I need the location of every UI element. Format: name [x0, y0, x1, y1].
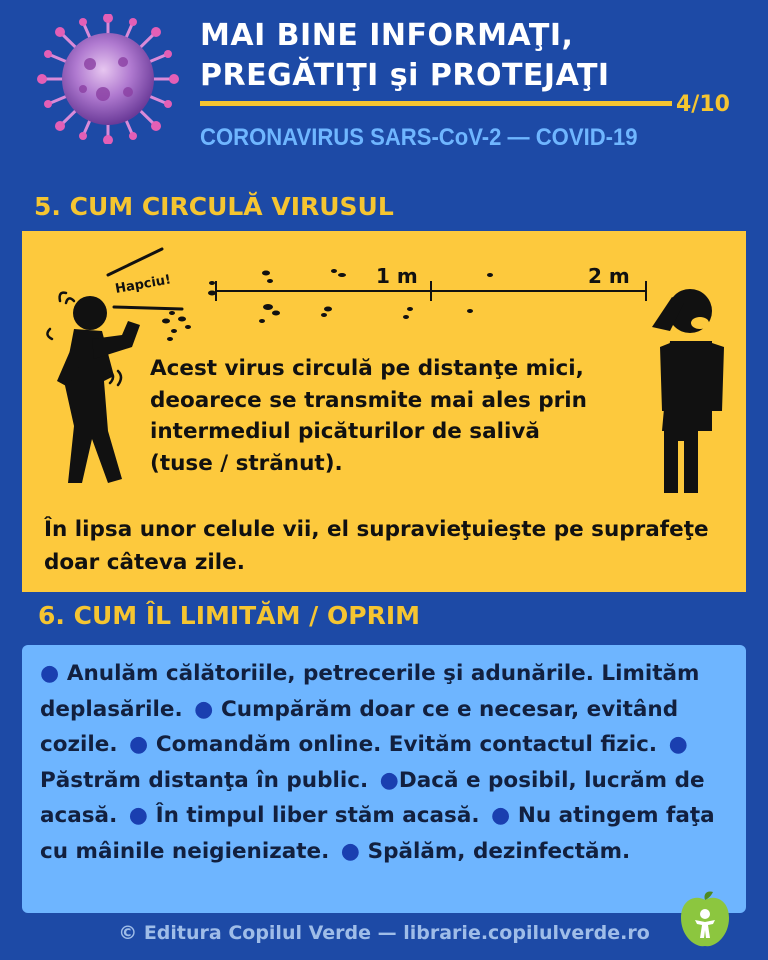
- distance-scale: [216, 281, 646, 301]
- title-underline: [200, 101, 672, 106]
- list-item: Spălăm, dezinfectăm.: [367, 838, 631, 864]
- sneezing-person-icon: [47, 293, 140, 483]
- list-item: Cumpărăm doar ce e necesar, evitând cozile.: [40, 696, 679, 757]
- coughing-person-icon: [652, 289, 724, 493]
- subtitle: CORONAVIRUS SARS-CoV-2 — COVID-19: [200, 124, 638, 151]
- list-item: Dacă e posibil, lucrăm de acasă.: [40, 767, 705, 828]
- list-item: Comandăm online. Evităm contactul fizic.: [155, 732, 658, 757]
- list-item: Anulăm călătoriile, petrecerile şi adunările. Limităm deplasările.: [40, 661, 700, 722]
- bullet-icon: ●: [128, 803, 156, 828]
- bullet-icon: ●: [668, 732, 688, 757]
- list-item: Nu atingem faţa cu mâinile neigienizate.: [40, 803, 715, 864]
- section-5-body: Acest virus circulă pe distanţe mici, deoarece se transmite mai ales prin intermediul picăturilor de salivă (tuse / strănut).: [150, 356, 587, 476]
- footer-credit: © Editura Copilul Verde — librarie.copilulverde.ro: [118, 922, 650, 944]
- droplets: [162, 269, 493, 341]
- distance-1m: 1 m: [376, 264, 418, 288]
- bullet-icon: ●: [340, 838, 368, 864]
- sneeze-label: Hapciu!: [114, 272, 173, 297]
- title-line-1: MAI BINE INFORMAŢI,: [200, 18, 574, 53]
- copilul-verde-logo: [673, 890, 737, 952]
- section-5-note: În lipsa unor celule vii, el supravieţuieşte pe suprafeţe doar câteva zile.: [44, 517, 709, 575]
- bullet-icon: ●: [194, 696, 221, 722]
- page-counter: 4/10: [676, 92, 730, 117]
- distance-2m: 2 m: [588, 264, 630, 288]
- bullet-icon: ●: [40, 661, 67, 686]
- prevention-list: [40, 656, 736, 869]
- bullet-icon: ●: [129, 732, 156, 757]
- bullet-icon: ●: [491, 803, 518, 828]
- coronavirus-icon: [28, 14, 188, 144]
- section-6-title: 6. CUM ÎL LIMITĂM / OPRIM: [38, 601, 420, 630]
- list-item: În timpul liber stăm acasă.: [155, 803, 480, 828]
- list-item: Păstrăm distanţa în public.: [40, 767, 369, 793]
- title-line-2: PREGĂTIŢI şi PROTEJAŢI: [200, 58, 610, 93]
- section-5-title: 5. CUM CIRCULĂ VIRUSUL: [34, 192, 394, 221]
- bullet-icon: ●: [379, 767, 399, 793]
